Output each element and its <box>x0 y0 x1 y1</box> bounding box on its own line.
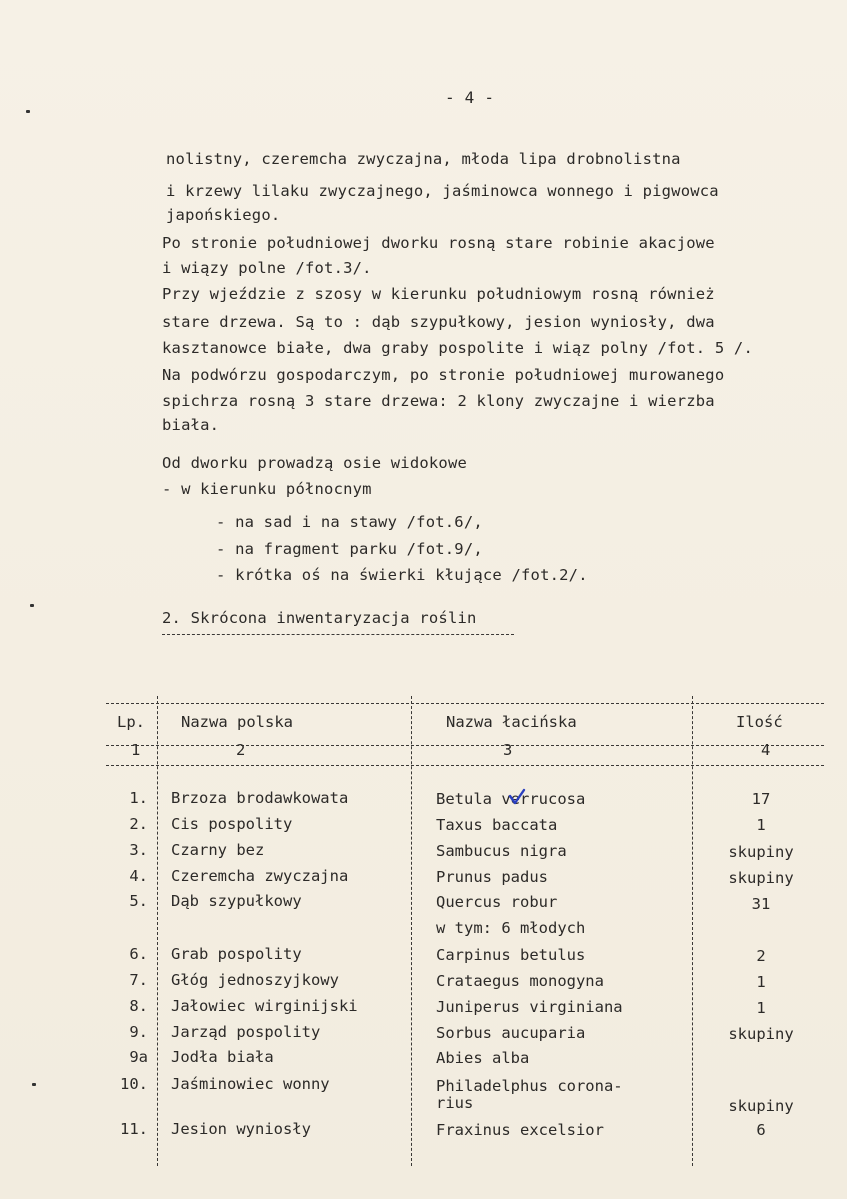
column-number: 3 <box>503 741 513 759</box>
cell-lp: 11. <box>120 1120 148 1138</box>
column-separator <box>157 696 158 1166</box>
paragraph-line: Na podwórzu gospodarczym, po stronie południowej murowanego <box>162 366 725 384</box>
cell-latin: Prunus padus <box>436 868 548 886</box>
paragraph-line: - w kierunku północnym <box>162 480 372 498</box>
cell-latin: Juniperus virginiana <box>436 998 623 1016</box>
paragraph-line: spichrza rosną 3 stare drzewa: 2 klony zwyczajne i wierzba <box>162 392 715 410</box>
cell-latin: rius <box>436 1094 474 1112</box>
cell-qty: 1 <box>756 973 766 991</box>
cell-lp: 10. <box>120 1075 148 1093</box>
table-header-rule <box>106 745 824 746</box>
cell-latin: Abies alba <box>436 1049 530 1067</box>
cell-qty: skupiny <box>728 1097 794 1115</box>
cell-lp: 1. <box>129 789 148 807</box>
paragraph-line: i wiązy polne /fot.3/. <box>162 259 372 277</box>
cell-lp: 5. <box>129 892 148 910</box>
cell-qty: 31 <box>751 895 771 913</box>
cell-latin: Crataegus monogyna <box>436 972 604 990</box>
table-header-lp: Lp. <box>117 713 145 731</box>
cell-polish: Brzoza brodawkowata <box>171 789 349 807</box>
paragraph-line: Od dworku prowadzą osie widokowe <box>162 454 468 472</box>
cell-lp: 2. <box>129 815 148 833</box>
page-number: - 4 - <box>445 88 495 107</box>
table-top-rule <box>106 703 824 704</box>
table-header-rule <box>106 765 824 766</box>
cell-qty: 1 <box>756 816 766 834</box>
cell-lp: 9. <box>129 1023 148 1041</box>
cell-polish: Cis pospolity <box>171 815 293 833</box>
cell-latin: Quercus robur <box>436 893 558 911</box>
margin-mark <box>30 604 34 607</box>
cell-polish: Jarząd pospolity <box>171 1023 321 1041</box>
cell-polish: Jaśminowiec wonny <box>171 1075 330 1093</box>
list-item: - krótka oś na świerki kłujące /fot.2/. <box>216 566 588 584</box>
cell-lp: 9a <box>129 1048 148 1066</box>
cell-lp: 8. <box>129 997 148 1015</box>
cell-latin: Taxus baccata <box>436 816 558 834</box>
cell-latin: Betula verrucosa <box>436 790 586 808</box>
paragraph-line: Po stronie południowej dworku rosną stare robinie akacjowe <box>162 234 715 252</box>
margin-mark <box>26 110 30 113</box>
list-item: - na sad i na stawy /fot.6/, <box>216 513 483 531</box>
list-item: - na fragment parku /fot.9/, <box>216 540 483 558</box>
cell-polish: Jałowiec wirginijski <box>171 997 358 1015</box>
cell-qty: 2 <box>756 947 766 965</box>
column-number: 4 <box>761 741 771 759</box>
cell-latin: Philadelphus corona- <box>436 1077 623 1095</box>
cell-qty: 1 <box>756 999 766 1017</box>
cell-polish: Jodła biała <box>171 1048 274 1066</box>
column-separator <box>411 696 412 1166</box>
paragraph-line: japońskiego. <box>166 206 281 224</box>
cell-latin: Carpinus betulus <box>436 946 586 964</box>
paragraph-line: kasztanowce białe, dwa graby pospolite i wiąz polny /fot. 5 /. <box>162 339 753 357</box>
cell-qty: skupiny <box>728 1025 794 1043</box>
cell-qty: skupiny <box>728 869 794 887</box>
cell-qty: 17 <box>751 790 771 808</box>
cell-latin-note: w tym: 6 młodych <box>436 919 586 937</box>
cell-lp: 6. <box>129 945 148 963</box>
column-separator <box>692 696 693 1166</box>
column-number: 1 <box>131 741 141 759</box>
cell-polish: Czarny bez <box>171 841 265 859</box>
paragraph-line: biała. <box>162 416 220 434</box>
cell-polish: Jesion wyniosły <box>171 1120 311 1138</box>
section-heading: 2. Skrócona inwentaryzacja roślin <box>162 609 477 627</box>
paragraph-line: nolistny, czeremcha zwyczajna, młoda lipa drobnolistna <box>166 150 681 168</box>
table-header-latin: Nazwa łacińska <box>446 713 577 731</box>
checkmark-icon <box>508 788 526 806</box>
paragraph-line: stare drzewa. Są to : dąb szypułkowy, jesion wyniosły, dwa <box>162 313 715 331</box>
cell-polish: Grab pospolity <box>171 945 302 963</box>
margin-mark <box>32 1083 36 1086</box>
cell-qty: skupiny <box>728 843 794 861</box>
table-header-polish: Nazwa polska <box>181 713 293 731</box>
cell-lp: 7. <box>129 971 148 989</box>
heading-underline <box>162 634 514 635</box>
cell-qty: 6 <box>756 1121 766 1139</box>
cell-polish: Dąb szypułkowy <box>171 892 302 910</box>
cell-latin: Sorbus aucuparia <box>436 1024 586 1042</box>
cell-polish: Czeremcha zwyczajna <box>171 867 349 885</box>
paragraph-line: Przy wjeździe z szosy w kierunku południowym rosną również <box>162 285 715 303</box>
cell-latin: Sambucus nigra <box>436 842 567 860</box>
cell-latin: Fraxinus excelsior <box>436 1121 604 1139</box>
paragraph-line: i krzewy lilaku zwyczajnego, jaśminowca wonnego i pigwowca <box>166 182 719 200</box>
table-header-qty: Ilość <box>736 713 783 731</box>
cell-lp: 4. <box>129 867 148 885</box>
cell-lp: 3. <box>129 841 148 859</box>
column-number: 2 <box>236 741 246 759</box>
cell-polish: Głóg jednoszyjkowy <box>171 971 339 989</box>
